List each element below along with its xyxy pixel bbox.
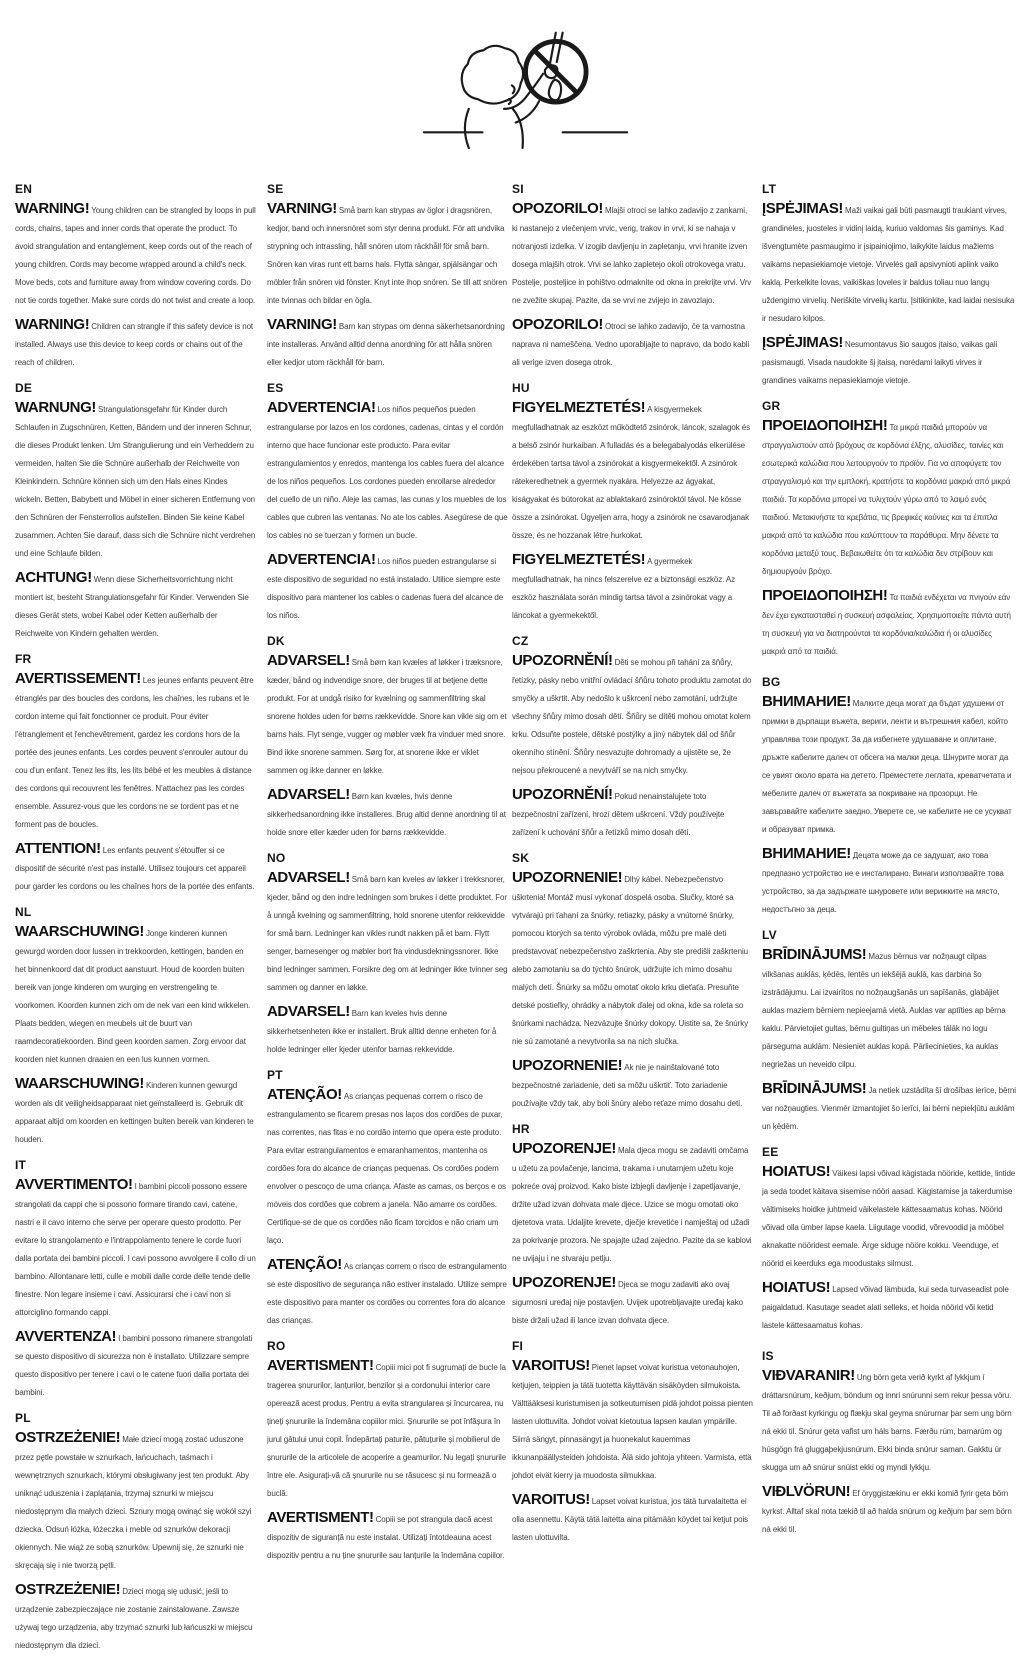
warning-body: Jonge kinderen kunnen gewurgd worden door lussen in trekkoorden, kettingen, banden en het binnenkoord dat dit product aanstuurt. Houd de koorden buiten bereik van jonge kinderen om wurging en verstrengeling te voorkomen. Koorden kunnen zich om de nek van een kind wikkelen. Plaats bedden, wiegen en meubels uit de buurt van raamdecoratiekoorden. Bind geen koorden samen. Zorg ervoor dat koorden niet kunnen draaien en een lus kunnen vormen. — [15, 929, 251, 1064]
lang-code: PL — [15, 1411, 31, 1425]
warning-block — [512, 200, 753, 308]
warning-block — [512, 786, 753, 840]
lang-section-ro — [267, 1339, 508, 1563]
warning-block — [267, 1509, 508, 1563]
warning-body: Les jeunes enfants peuvent être étranglés par des boucles des cordons, les chaînes, les rubans et le cordon interne qui fait fonctionner ce produit. Pour éviter l'étranglement et l'enchevêtrement, gardez les cordons hors de la portée des jeunes enfants. Les cordes peuvent s'enrouler autour du cou d'un enfant. Tenez les lits, les lits bébé et les meubles à distance des cordons qui recouvrent les fenêtres. N'attachez pas les cordes ensemble. Assurez-vous que les cordons ne se tordent pas et ne forment pas de boucles. — [15, 676, 254, 829]
warning-block — [15, 670, 256, 832]
warning-body: I bambini piccoli possono essere strangolati da cappi che si possono formare tirando cavi, catene, nastri e il cavo interno che serve per operare questo prodotto. Per evitare lo strangolamento e l'intrappolamento tenere le corde fuori dalla portata dei bambini piccoli. I cavi possono avvolgere il collo di un bambino. Allontanare letti, culle e mobili dalle corde delle tende delle finestre. Non legare insieme i cavi. Assicurarsi che i cavi non si attorciglino formando cappi. — [15, 1182, 256, 1317]
warning-heading: ADVARSEL! — [267, 652, 350, 669]
warning-body: Små barn kan kveles av løkker i trekksnorer, kjeder, bånd og den indre ledningen som brukes i dette produktet. For å unngå kvelning og sammenfiltring, hold snorene utenfor rekkevidde for små barn. Ledninger kan vikles rundt nakken på et barn. Flytt senger, barnesenger og møbler bort fra vindusdekningssnorer. Ikke bind ledninger sammen. Forsikre deg om at ledninger ikke tvinner seg sammen og danner en løkke. — [267, 875, 508, 992]
warning-block — [512, 1357, 753, 1483]
warning-body: As crianças correm o risco de estrangulamento se este dispositivo de segurança não estiver instalado. Utilize sempre este dispositivo para manter os cordões ou correntes fora do alcance das crianças. — [267, 1262, 507, 1325]
warning-block — [15, 316, 256, 370]
warning-heading: AVVERTIMENTO! — [15, 1176, 133, 1193]
warning-body: Mlajši otroci se lahko zadavijo z zankami, ki nastanejo z vlečenjem vrvic, verig, trakov in vrvi, ki se nahaja v notranjosti izdelka. V izogib davljenju in zapletanju, vrvi hranite izven dosega mlajših otrok. Vrvi se lahko zapletejo okoli otrokovega vratu. Postelje, posteljice in pohištvo odmaknite od okna in prekrijte vrvi. Vrv ne zvežite skupaj. Pazite, da se vrvi ne zvijejo in zavozlajo. — [512, 206, 752, 305]
warning-block — [15, 1328, 256, 1400]
lang-code: PT — [267, 1068, 283, 1082]
warning-block — [762, 1279, 1016, 1333]
column-2 — [267, 182, 508, 1574]
warning-block — [15, 840, 256, 894]
warning-block — [15, 399, 256, 561]
warning-heading: ADVARSEL! — [267, 786, 350, 803]
lang-section-no — [267, 851, 508, 1057]
warning-heading: AVERTISMENT! — [267, 1509, 374, 1526]
warning-block — [762, 200, 1016, 326]
warning-heading: WARNUNG! — [15, 399, 96, 416]
warning-body: Children can strangle if this safety device is not installed. Always use this device to keep cords or chains out of the reach of children. — [15, 322, 254, 367]
warning-block — [267, 551, 508, 623]
warning-body: Los niños pueden estrangularse si este dispositivo de seguridad no está instalado. Utilice siempre este dispositivo para mantener los cables o cadenas fuera del alcance de los niños. — [267, 557, 504, 620]
lang-section-de — [15, 381, 256, 641]
warning-body: Strangulationsgefahr für Kinder durch Schlaufen in Zugschnüren, Ketten, Bändern und der inneren Schnur, die dieses Produkt lenken. Um Strangulierung und ein Verheddern zu vermeiden, halten Sie die Schnüre außerhalb der Reichweite von Kleinkindern. Schnüre können sich um den Hals eines Kindes wickeln. Betten, Babybett und Möbel in einer sicheren Entfernung von den Schnüren der Fensterrollos aufstellen. Binden Sie keine Kabel zusammen. Achten Sie darauf, dass sich die Schnüre nicht verdrehen und eine Schlaufe bilden. — [15, 405, 256, 558]
lang-section-hr — [512, 1122, 753, 1328]
warning-block — [267, 200, 508, 308]
warning-body: Mazus bērnus var nožņaugt cilpas vilkšanas auklās, ķēdēs, lentēs un iekšējā auklā, kas darbina šo izstrādājumu. Lai izvairītos no nožņaugšanās un sapīšanās, glabājiet auklas maziem bērniem nepieejamā vietā. Auklas var aptīties ap bērna kaklu. Pārvietojiet gultas, bērnu gultiņas un mēbeles tālāk no logu pārseguma auklām. Nesieniet auklas kopā. Pārliecinieties, ka auklas negriežas un neveido cilpu. — [762, 952, 1006, 1069]
warning-body: A gyermekek megfulladhatnak, ha nincs felszerelve ez a biztonsági eszköz. Az eszköz használata során mindig tartsa távol a zsinórokat vagy a láncokat a gyermekektől. — [512, 557, 736, 620]
warning-body: Dzieci mogą się udusić, jeśli to urządzenie zabezpieczające nie zostanie zainstalowane. Zawsze używaj tego urządzenia, aby trzymać sznurki lub łańcuszki w miejscu niedostępnym dla dzieci. — [15, 1587, 253, 1650]
lang-section-lv — [762, 928, 1016, 1134]
lang-section-cz — [512, 634, 753, 840]
warning-block — [267, 1003, 508, 1057]
warning-body: Otroci se lahko zadavijo, če ta varnostna naprava ni nameščena. Vedno uporabljajte to napravo, da bodo kabli ali verige izven dosega otrok. — [512, 322, 750, 367]
warning-block — [512, 399, 753, 543]
warning-body: Małe dzieci mogą zostać uduszone przez pętle powstałe w sznurkach, łańcuchach, taśmach i wewnętrznych sznurkach, którymi obsługiwany jest ten produkt. Aby uniknąć uduszenia i zaplątania, trzymaj sznurki w miejscu niedostępnym dla małych dzieci. Sznury mogą owinąć się wokół szyi dziecka. Odsuń łóżka, łóżeczka i meble od sznurków dekoracji okiennych. Nie wiąż ze sobą sznurków. Upewnij się, że sznurki nie skręcają się i nie tworzą pętli. — [15, 1435, 252, 1570]
warning-block — [762, 1483, 1016, 1537]
warning-body: Lapsed võivad lämbuda, kui seda turvaseadist pole paigaldatud. Kasutage seadet alati selleks, et hoida nöörid või ketid lastele kättesaamatus kohas. — [762, 1285, 1009, 1330]
warning-heading: UPOZORENJE! — [512, 1140, 616, 1157]
warning-block — [762, 417, 1016, 579]
lang-section-lt — [762, 182, 1016, 388]
warning-block — [267, 869, 508, 995]
lang-code: HU — [512, 381, 530, 395]
lang-section-pl — [15, 1411, 256, 1653]
lang-code: DE — [15, 381, 33, 395]
lang-section-ee — [762, 1145, 1016, 1333]
lang-code: GR — [762, 399, 781, 413]
lang-section-fr — [15, 652, 256, 894]
warning-block — [762, 1367, 1016, 1475]
warning-heading: ĮSPĖJIMAS! — [762, 334, 844, 351]
lang-section-fi — [512, 1339, 753, 1545]
warning-heading: WAARSCHUWING! — [15, 1075, 144, 1092]
warning-body: Τα παιδιά ενδέχεται να πνιγούν εάν δεν έχει εγκατασταθεί η συσκευή ασφαλείας. Χρησιμοποιείτε πάντα αυτή τη συσκευή για να διατηρούνται τα κορδόνια/καλώδια ή οι αλυσίδες μακριά από τα παιδιά. — [762, 593, 1011, 656]
warning-block — [762, 587, 1016, 659]
warning-body: Små barn kan strypas av öglor i dragsnören, kedjor, band och innersnöret som styr denna produkt. För att undvika strypning och intrassling, håll snören utom räckhåll för små barn. Snören kan viras runt ett barns hals. Flytta sängar, spjälsängar och möbler från snören vid fönster. Knyt inte ihop snören. Se till att snören inte tvinnas och bildar en ögla. — [267, 206, 507, 305]
warning-body: Maži vaikai gali būti pasmaugti traukiant virves, grandinėles, juosteles ir vidinį laidą, kuriuo valdomas šis gaminys. Kad išvengtumėte pasmaugimo ir įsipainiojimo, laikykite laidus mažiems vaikams nepasiekiamoje vietoje. Virvelės gali apsivynioti aplink vaiko kaklą. Perkelkite lovas, vaikiškas loveles ir baldus toliau nuo langų uždengimo virvelių. Neriškite virvelių kartu. Įsitikinkite, kad laidai nesisuka ir nesudaro kilpos. — [762, 206, 1015, 323]
lang-code: SI — [512, 182, 524, 196]
lang-section-sk — [512, 851, 753, 1111]
warning-body: Pienet lapset voivat kuristua vetonauhojen, ketjujen, teippien ja tätä tuotetta käyttävän sisäköyden silmukoista. Välttääksesi kuristumisen ja sotkeutumisen pidä johdot poissa pienten lasten ulottuvilta. Johdot voivat kietoutua lapsen kaulan ympärille. Siirrä sängyt, pinnasängyt ja huonekalut kauemmas ikkunanpäällysteiden johdoista. Älä sido johtoja yhteen. Varmista, että johdot eivät kierry ja muodosta silmukkaa. — [512, 1363, 753, 1480]
warning-block — [762, 693, 1016, 837]
warning-block — [762, 334, 1016, 388]
lang-section-pt — [267, 1068, 508, 1328]
warning-block — [267, 399, 508, 543]
lang-code: LT — [762, 182, 777, 196]
warning-body: Децата може да се задушат, ако това предпазно устройство не е инсталирано. Винаги използвайте това устройство, за да задържате шнуровете или верижките на място, недостъпно за деца. — [762, 851, 1004, 914]
warning-body: Copiii se pot strangula dacă acest dispozitiv de siguranță nu este instalat. Utilizați întotdeauna acest dispozitiv pentru a nu ține șnururile sau lanțurile la îndemâna copiilor. — [267, 1515, 505, 1560]
warning-heading: OSTRZEŻENIE! — [15, 1429, 121, 1446]
warning-body: Ak nie je nainštalované toto bezpečnostné zariadenie, deti sa môžu uškrtiť. Toto zariadenie používajte vždy tak, aby boli šnúry alebo reťaze mimo dosahu detí. — [512, 1063, 743, 1108]
warning-heading: ATTENTION! — [15, 840, 101, 857]
lang-section-nl — [15, 905, 256, 1147]
lang-section-en — [15, 182, 256, 370]
warning-heading: VARNING! — [267, 200, 337, 217]
warning-heading: ADVARSEL! — [267, 869, 350, 886]
warning-body: Barn kan kveles hvis denne sikkerhetsenheten ikke er installert. Bruk alltid denne enheten for å holde ledninger eller kjeder utenfor barnas rekkevidde. — [267, 1009, 497, 1054]
lang-section-it — [15, 1158, 256, 1400]
lang-code: CZ — [512, 634, 529, 648]
warning-body: Ef öryggistækinu er ekki komið fyrir geta börn kyrkst. Alltaf skal nota tækið til að halda snúrum og keðjum þar sem börn ná ekki til. — [762, 1489, 1012, 1534]
warning-body: Små børn kan kvæles af løkker i træksnore, kæder, bånd og indvendige snore, der bruges til at betjene dette produkt. For at undgå risiko for kvælning og sammenfiltring skal snorene holdes uden for børns rækkevidde. Snore kan vikle sig om et barns hals. Flyt senge, vugger og møbler væk fra vinduer med snore. Bind ikke snorene sammen. Sørg for, at snorene ikke er viklet sammen og ikke danner en løkke. — [267, 658, 507, 775]
child-reaching-for-cord-illustration — [418, 28, 633, 180]
lang-code: EN — [15, 182, 33, 196]
warning-block — [512, 869, 753, 1049]
warning-heading: VARNING! — [267, 316, 337, 333]
warning-heading: AVERTISMENT! — [267, 1357, 374, 1374]
warning-block — [762, 1080, 1016, 1134]
lang-code: IS — [762, 1349, 774, 1363]
warning-heading: ADVERTENCIA! — [267, 399, 376, 416]
warning-block — [15, 923, 256, 1067]
warning-block — [15, 1075, 256, 1147]
warning-body: I bambini possono rimanere strangolati se questo dispositivo di sicurezza non è installato. Utilizzare sempre questo dispositivo per tenere i cavi o le catene fuori dalla portata dei bambini. — [15, 1334, 253, 1397]
lang-code: LV — [762, 928, 777, 942]
lang-code: FR — [15, 652, 32, 666]
warning-body: Mala djeca mogu se zadaviti omčama u užetu za povlačenje, lancima, trakama i unutarnjem užetu koje pokreće ovaj proizvod. Kako biste izbjegli davljenje i zapetljavanje, držite užad izvan dohvata male djece. Uzice se mogu omotati oko djetetova vrata. Udaljite krevete, dječje krevetiće i namještaj od užadi za pokrivanje prozora. Ne spajajte užad zajedno. Pazite da se kablovi ne uvijaju i ne stvaraju petlju. — [512, 1146, 752, 1263]
warning-body: Väikesi lapsi võivad kägistada nööride, kettide, lintide ja seda toodet käitava sisemise nööri aasad. Kägistamise ja takerdumise vältimiseks hoidke juhtmeid väikelastele kättesaamatus kohas. Nöörid võivad olla ümber lapse kaela. Liigutage voodid, võrevoodid ja mööbel aknakatte nööridest eemale. Ärge siduge nööre kokku. Veenduge, et nöörid ei keerduks ega moodustaks silmust. — [762, 1169, 1016, 1268]
lang-code: NO — [267, 851, 286, 865]
warning-heading: ATENÇÃO! — [267, 1086, 342, 1103]
lang-section-se — [267, 182, 508, 370]
warning-block — [762, 1163, 1016, 1271]
warning-block — [15, 1429, 256, 1573]
warning-block — [512, 1491, 753, 1545]
warning-heading: ΠΡΟΕΙΔΟΠΟΙΗΣΗ! — [762, 587, 888, 604]
warning-heading: ADVERTENCIA! — [267, 551, 376, 568]
lang-section-dk — [267, 634, 508, 840]
warning-heading: ATENÇÃO! — [267, 1256, 342, 1273]
warning-body: Kinderen kunnen gewurgd worden als dit veiligheidsapparaat niet geïnstalleerd is. Gebruik dit apparaat altijd om koorden en kettingen buiten bereik van kinderen te houden. — [15, 1081, 254, 1144]
warning-block — [267, 1256, 508, 1328]
lang-code: SE — [267, 182, 284, 196]
warning-body: Pokud nenainstalujete toto bezpečnostní zařízení, hrozí dětem uškrcení. Vždy používejte zařízení k uchování šňůr a řetízků mimo dosah dětí. — [512, 792, 725, 837]
warning-body: Nesumontavus šio saugos įtaiso, vaikas gali pasismaugti. Visada naudokite šį įtaisą, norėdami laikyti virves ir grandines vaikams nepasiekiamoje vietoje. — [762, 340, 998, 385]
warning-block — [267, 316, 508, 370]
warning-heading: OPOZORILO! — [512, 200, 603, 217]
warning-block — [15, 1176, 256, 1320]
lang-code: DK — [267, 634, 285, 648]
lang-section-hu — [512, 381, 753, 623]
warning-heading: HOIATUS! — [762, 1163, 831, 1180]
warning-body: Ja netiek uzstādīta šī drošības ierīce, bērni var nožņaugties. Vienmēr izmantojiet šo ierīci, lai bērni nepiekļūtu auklām un ķēdēm. — [762, 1086, 1016, 1131]
warning-heading: BRĪDINĀJUMS! — [762, 1080, 867, 1097]
warning-heading: ĮSPĖJIMAS! — [762, 200, 844, 217]
lang-code: ES — [267, 381, 284, 395]
warning-block — [15, 1581, 256, 1653]
warning-heading: UPOZORNĚNÍ! — [512, 652, 613, 669]
lang-code: NL — [15, 905, 32, 919]
lang-section-gr — [762, 399, 1016, 659]
warning-block — [267, 652, 508, 778]
warning-block — [267, 1357, 508, 1501]
warning-body: Copiii mici pot fi sugrumați de bucle la tragerea șnururilor, lanțurilor, benzilor și a cordonului interior care operează acest produs. Pentru a evita strangularea și încurcarea, nu țineți șnururile la îndemâna copiilor mici. Șnururile se pot înfășura în jurul gâtului unui copil. Îndepărtați paturile, pătuțurile și mobilierul de șnururile de la articolele de acoperire a geamurilor. Nu legați șnururile între ele. Asigurați-vă că șnururile nu se răsucesc și nu formează o buclă. — [267, 1363, 507, 1498]
warning-heading: AVVERTENZA! — [15, 1328, 117, 1345]
prohibition-circle-icon — [526, 41, 587, 102]
warning-heading: WAARSCHUWING! — [15, 923, 144, 940]
warning-block — [762, 845, 1016, 917]
warning-body: Děti se mohou při tahání za šňůry, řetízky, pásky nebo vnitřní ovládací šňůru tohoto produktu zamotat do smyčky a uškrtit. Aby nedošlo k uškrcení nebo zamotání, udržujte všechny šňůry mimo dosah dětí. Šňůry se dítěti mohou omotat kolem krku. Odsuňte postele, dětské postýlky a jiný nábytek dál od šňůr okenního stínění. Šňůry nesvazujte dohromady a ujistěte se, že nejsou překroucené a nevytváří se na nich smyčky. — [512, 658, 752, 775]
lang-code: HR — [512, 1122, 530, 1136]
warning-body: Малките деца могат да бъдат удушени от примки в дърпащи въжета, вериги, ленти и вътрешния кабел, който управлява този продукт. За да избегнете удушаване и оплитане, дръжте кабелите далеч от обсега на малки деца. Шнурите могат да се увият около врата на детето. Преместете леглата, креватчетата и мебелите далеч от въжетата за покриване на прозорци. Не завързвайте кабелите заедно. Уверете се, че кабелите не се усукват и образуват примка. — [762, 699, 1012, 834]
column-1 — [15, 182, 256, 1664]
column-3 — [512, 182, 753, 1556]
warning-block — [15, 200, 256, 308]
warning-block — [15, 569, 256, 641]
lang-code: EE — [762, 1145, 779, 1159]
warning-heading: UPOZORNENIE! — [512, 1057, 623, 1074]
warning-body: Wenn diese Sicherheitsvorrichtung nicht montiert ist, besteht Strangulationsgefahr für Kinder. Verwenden Sie dieses Gerät stets, wobei Kabel oder Ketten außerhalb der Reichweite von Kindern gehalten werden. — [15, 575, 249, 638]
warning-heading: ВНИМАНИЕ! — [762, 693, 851, 710]
warning-block — [512, 1274, 753, 1328]
warning-block — [512, 1057, 753, 1111]
warning-body: Børn kan kvæles, hvis denne sikkerhedsanordning ikke installeres. Brug altid denne anordning til at holde snore eller kæder uden for børns rækkevidde. — [267, 792, 506, 837]
lang-code: BG — [762, 675, 781, 689]
warning-heading: OSTRZEŻENIE! — [15, 1581, 121, 1598]
lang-section-is — [762, 1349, 1016, 1537]
warning-heading: VIÐVARANIR! — [762, 1367, 855, 1384]
warning-heading: VAROITUS! — [512, 1357, 590, 1374]
warning-heading: UPOZORENJE! — [512, 1274, 616, 1291]
warning-body: Young children can be strangled by loops in pull cords, chains, tapes and inner cords that operate the product. To avoid strangulation and entanglement, keep cords out of the reach of young children. Cords may become wrapped around a child's neck. Move beds, cots and furniture away from window covering cords. Do not tie cords together. Make sure cords do not twist and create a loop. — [15, 206, 256, 305]
warning-heading: ΠΡΟΕΙΔΟΠΟΙΗΣΗ! — [762, 417, 888, 434]
lang-code: RO — [267, 1339, 286, 1353]
warning-body: As crianças pequenas correm o risco de estrangulamento se ficarem presas nos laços dos cordões de puxar, nas correntes, nas fitas e no cordão interno que opera este produto. Para evitar estrangulamentos e emaranhamentos, mantenha os cordões fora do alcance de crianças pequenas. Os cordões podem envolver o pescoço de uma criança. Afaste as camas, os berços e os móveis dos cordões que cobrem a janela. Não amarre os cordões. Certifique-se de que os cordões não ficam torcidos e não criam um laço. — [267, 1092, 506, 1245]
warning-heading: UPOZORNĚNÍ! — [512, 786, 613, 803]
lang-code: IT — [15, 1158, 27, 1172]
warning-heading: AVERTISSEMENT! — [15, 670, 141, 687]
warning-block — [512, 316, 753, 370]
warning-block — [512, 551, 753, 623]
warning-heading: FIGYELMEZTETÉS! — [512, 551, 646, 568]
lang-section-bg — [762, 675, 1016, 917]
warning-heading: VIÐLVÖRUN! — [762, 1483, 851, 1500]
warning-body: Lapset voivat kuristua, jos tätä turvalaitetta ei olla asennettu. Käytä tätä laitetta aina pitämään köydet tai ketjut pois lasten ulottuvilta. — [512, 1497, 749, 1542]
warning-heading: HOIATUS! — [762, 1279, 831, 1296]
warning-heading: ACHTUNG! — [15, 569, 92, 586]
warning-body: Τα μικρά παιδιά μπορούν να στραγγαλιστούν από βρόχους σε κορδόνια έλξης, αλυσίδες, ταινίες και εσωτερικά καλώδια που λειτουργούν το προϊόν. Για να αποφύγετε τον στραγγαλισμό και την εμπλοκή, κρατήστε τα κορδόνια μακριά από μικρά παιδιά. Τα κορδόνια μπορεί να τυλιχτούν γύρω από το λαιμό ενός παιδιού. Μετακινήστε τα κρεβάτια, τις βρεφικές κούνιες και τα έπιπλα μακριά από τα καλώδια που καλύπτουν τα παράθυρα. Μην δένετε τα κορδόνια μεταξύ τους. Βεβαιωθείτε ότι τα καλώδια δεν στρίβουν και δημιουργούν βρόχο. — [762, 423, 1011, 576]
warning-body: Barn kan strypas om denna säkerhetsanordning inte installeras. Använd alltid denna anordning för att hålla snören eller kedjor utom räckhåll för barn. — [267, 322, 505, 367]
warning-body: Djeca se mogu zadaviti ako ovaj sigurnosni uređaj nije postavljen. Uvijek upotrebljavajte uređaj kako biste držali užad ili lance izvan dohvata djece. — [512, 1280, 744, 1325]
warning-body: A kisgyermekek megfulladhatnak az eszközt működtető zsinórok, láncok, szalagok és a belső zsinór hurkaiban. A fulladás és a belegabalyodás elkerülése érdekében tartsa távol a zsinórokat a kisgyermekektől. A zsinórok rátekeredhetnek a gyermek nyakára. Helyezze az ágyakat, kiságyakat és bútorokat az ablaktakaró zsinóroktól távol. Ne kösse össze a zsinórokat. Ügyeljen arra, hogy a zsinórok ne csavarodjanak össze, és ne hozzanak létre hurkokat. — [512, 405, 750, 540]
warning-block — [267, 786, 508, 840]
warning-block — [267, 1086, 508, 1248]
warning-heading: ADVARSEL! — [267, 1003, 350, 1020]
lang-section-es — [267, 381, 508, 623]
warning-heading: BRĪDINĀJUMS! — [762, 946, 867, 963]
warning-block — [762, 946, 1016, 1072]
warning-block — [512, 1140, 753, 1266]
column-4 — [762, 182, 1016, 1548]
warning-heading: FIGYELMEZTETÉS! — [512, 399, 646, 416]
warning-heading: ВНИМАНИЕ! — [762, 845, 851, 862]
warning-heading: WARNING! — [15, 200, 90, 217]
warning-heading: VAROITUS! — [512, 1491, 590, 1508]
warning-body: Ung börn geta verið kyrkt af lykkjum í dráttarsnúrum, keðjum, böndum og innri snúrunni sem rekur þessa vöru. Til að forðast kyrkingu og flækju skal geyma snúrurnar þar sem ung börn ná ekki til. Snúrur geta vafist um háls barns. Færðu rúm, barnarúm og húsgögn frá gluggaþekjusnúrum. Ekki binda snúrur saman. Gakktu úr skugga um að snúrur snúist ekki og myndi lykkju. — [762, 1373, 1012, 1472]
warning-heading: OPOZORILO! — [512, 316, 603, 333]
warning-body: Les enfants peuvent s'étouffer si ce dispositif de sécurité n'est pas installé. Utilisez toujours cet appareil pour garder les cordons ou les chaînes hors de la portée des enfants. — [15, 846, 255, 891]
lang-section-si — [512, 182, 753, 370]
warning-heading: WARNING! — [15, 316, 90, 333]
warning-heading: UPOZORNENIE! — [512, 869, 623, 886]
warning-body: Los niños pequeños pueden estrangularse por lazos en los cordones, cadenas, cintas y el cordón interno que hace funcionar este producto. Para evitar estrangulamientos y enredos, mantenga los cables fuera del alcance de los niños pequeños. Los cordones pueden enrollarse alrededor del cuello de un niño. Aleje las camas, las cunas y los muebles de los cables que cubren las ventanas. No ate los cables. Asegúrese de que los cables no se tuerzan y formen un bucle. — [267, 405, 508, 540]
warning-block — [512, 652, 753, 778]
lang-code: FI — [512, 1339, 524, 1353]
warning-body: Dlhý kábel. Nebezpečenstvo uškrtenia! Montáž musí vykonať dospelá osoba. Slučky, ktoré sa vytvárajú pri ťahaní za šnúrky, retiazky, pásky a vnútorné šnúrky, pomocou ktorých sa tento výrobok ovláda, môžu pre malé deti predstavovať nebezpečenstvo zaškrtenia. Aby ste predišli zaškrteniu alebo zamotaniu sa do týchto šnúrok, udržujte ich mimo dosahu malých detí. Šnúrky sa môžu omotať okolo krku dieťaťa. Presuňte detské postieľky, ohrádky a nábytok ďalej od okna, kde sa roleta so šnúrkami nachádza. Nezväzujte šnúrky dokopy. Uistite sa, že šnúrky nie sú zamotané a nevytvorila sa na nich slučka. — [512, 875, 749, 1046]
lang-code: SK — [512, 851, 530, 865]
